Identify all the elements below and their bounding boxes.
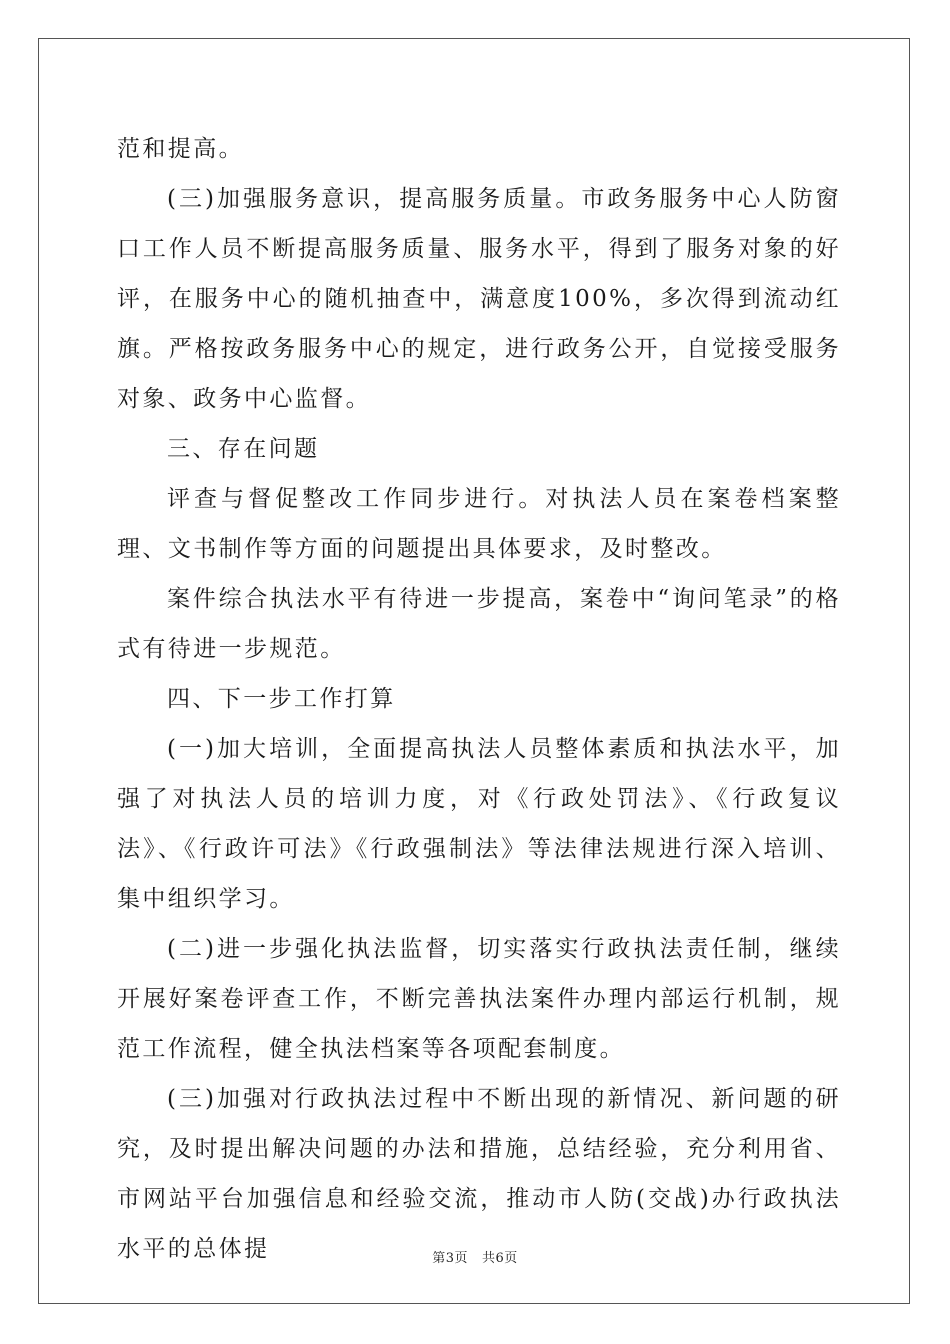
paragraph-training: (一)加大培训，全面提高执法人员整体素质和执法水平，加强了对执法人员的培训力度，对《行政处罚法》、《行政复议法》、《行政许可法》《行政强制法》等法律法规进行深入培训、集中组织学习。 [117,736,841,912]
paragraph-continuation: 范和提高。 [117,136,244,162]
paragraph-supervision: (二)进一步强化执法监督，切实落实行政执法责任制，继续开展好案卷评查工作，不断完善执法案件办理内部运行机制，规范工作流程，健全执法档案等各项配套制度。 [117,936,841,1062]
document-body [117,124,841,1274]
page-number: 第3页 [432,1251,469,1266]
section-heading-problems: 三、存在问题 [167,436,320,462]
page-total: 共6页 [481,1251,518,1266]
paragraph-enforcement-level: 案件综合执法水平有待进一步提高，案卷中“询问笔录”的格式有待进一步规范。 [117,586,841,662]
paragraph-service-awareness: (三)加强服务意识，提高服务质量。市政务服务中心人防窗口工作人员不断提高服务质量、服务水平，得到了服务对象的好评，在服务中心的随机抽查中，满意度100%，多次得到流动红旗。严格按政务服务中心的规定，进行政务公开，自觉接受服务对象、政务中心监督。 [117,186,841,412]
section-heading-next-steps: 四、下一步工作打算 [167,686,396,712]
page-footer [0,1247,950,1266]
paragraph-research: (三)加强对行政执法过程中不断出现的新情况、新问题的研究，及时提出解决问题的办法和措施，总结经验，充分利用省、市网站平台加强信息和经验交流，推动市人防(交战)办行政执法水平的总体提 [117,1086,841,1262]
paragraph-review-rectification: 评查与督促整改工作同步进行。对执法人员在案卷档案整理、文书制作等方面的问题提出具体要求，及时整改。 [117,486,841,562]
